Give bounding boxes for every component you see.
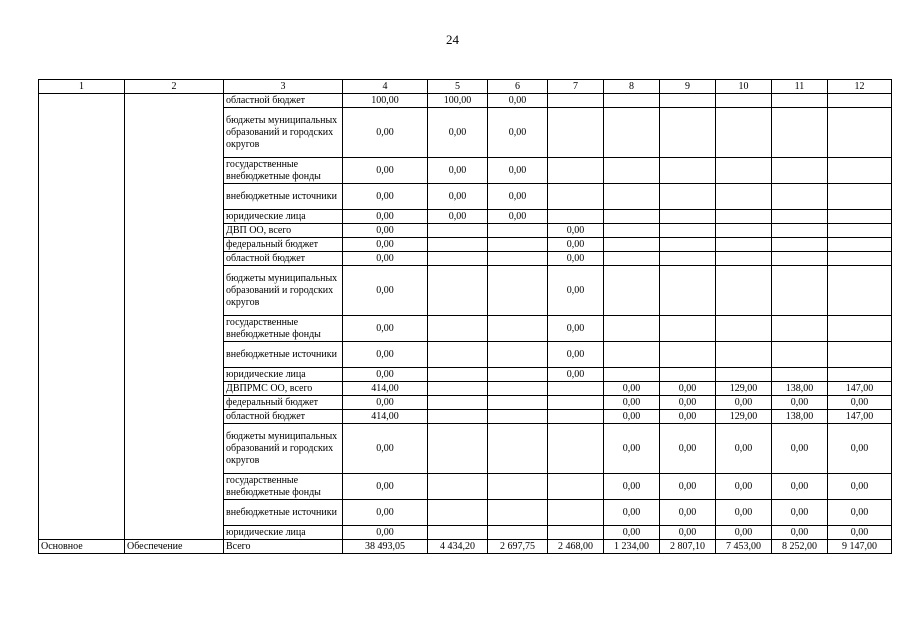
- cell-value: 0,00: [660, 500, 716, 526]
- cell-value: [828, 94, 892, 108]
- cell-value: 0,00: [604, 474, 660, 500]
- cell-value: [428, 342, 488, 368]
- cell-value: 147,00: [828, 410, 892, 424]
- cell-label: государственные внебюджетные фонды: [224, 474, 343, 500]
- cell-value: 0,00: [343, 526, 428, 540]
- cell-value: 0,00: [343, 342, 428, 368]
- cell-value: 0,00: [343, 500, 428, 526]
- table-row: [39, 94, 892, 108]
- cell-value: [548, 382, 604, 396]
- cell-value: 0,00: [488, 210, 548, 224]
- cell-value: [488, 410, 548, 424]
- cell-value: [716, 184, 772, 210]
- cell-value: [428, 424, 488, 474]
- cell-value: [828, 266, 892, 316]
- cell-value: [660, 158, 716, 184]
- cell-value: [548, 526, 604, 540]
- cell-value: [488, 396, 548, 410]
- table-body: [39, 94, 892, 554]
- cell-value: [548, 210, 604, 224]
- cell-value: [828, 252, 892, 266]
- cell-value: [828, 224, 892, 238]
- cell-value: [604, 252, 660, 266]
- cell-value: [428, 266, 488, 316]
- header-cell: 1: [39, 80, 125, 94]
- cell-value: 0,00: [548, 368, 604, 382]
- cell-value: [428, 500, 488, 526]
- table-row-total: [39, 540, 892, 554]
- cell-value: [548, 158, 604, 184]
- cell-col2: Обеспечение: [125, 540, 224, 554]
- cell-value: 0,00: [772, 500, 828, 526]
- cell-value: [604, 238, 660, 252]
- cell-value: 0,00: [548, 342, 604, 368]
- cell-value: 1 234,00: [604, 540, 660, 554]
- cell-value: [828, 210, 892, 224]
- cell-value: [428, 396, 488, 410]
- cell-value: 147,00: [828, 382, 892, 396]
- cell-value: 0,00: [343, 108, 428, 158]
- cell-value: [772, 184, 828, 210]
- cell-value: 0,00: [343, 396, 428, 410]
- cell-value: 0,00: [604, 500, 660, 526]
- cell-value: 100,00: [343, 94, 428, 108]
- cell-col1: Основное: [39, 540, 125, 554]
- cell-value: [716, 368, 772, 382]
- cell-label: ДВПРМС ОО, всего: [224, 382, 343, 396]
- cell-value: 0,00: [428, 108, 488, 158]
- cell-value: [772, 266, 828, 316]
- cell-value: [772, 224, 828, 238]
- cell-value: 0,00: [488, 158, 548, 184]
- cell-label: ДВП ОО, всего: [224, 224, 343, 238]
- cell-label: бюджеты муниципальных образований и городских округов: [224, 266, 343, 316]
- cell-value: [660, 316, 716, 342]
- cell-label: внебюджетные источники: [224, 184, 343, 210]
- cell-value: 0,00: [548, 316, 604, 342]
- cell-value: [828, 158, 892, 184]
- header-cell: 9: [660, 80, 716, 94]
- cell-value: [828, 238, 892, 252]
- cell-label: юридические лица: [224, 526, 343, 540]
- cell-value: [548, 410, 604, 424]
- header-row: [39, 80, 892, 94]
- cell-value: 100,00: [428, 94, 488, 108]
- cell-value: [428, 316, 488, 342]
- cell-value: [604, 368, 660, 382]
- cell-value: 129,00: [716, 410, 772, 424]
- cell-label: бюджеты муниципальных образований и городских округов: [224, 424, 343, 474]
- cell-value: [716, 108, 772, 158]
- cell-value: [488, 266, 548, 316]
- cell-value: 0,00: [548, 252, 604, 266]
- cell-label: юридические лица: [224, 368, 343, 382]
- cell-value: [772, 108, 828, 158]
- cell-value: [772, 94, 828, 108]
- cell-col1: [39, 94, 125, 540]
- cell-value: 0,00: [343, 184, 428, 210]
- cell-value: 0,00: [828, 526, 892, 540]
- cell-value: 0,00: [604, 424, 660, 474]
- cell-value: 0,00: [343, 210, 428, 224]
- cell-value: 0,00: [343, 238, 428, 252]
- cell-value: [772, 238, 828, 252]
- cell-label: бюджеты муниципальных образований и городских округов: [224, 108, 343, 158]
- cell-value: [488, 500, 548, 526]
- cell-value: [604, 94, 660, 108]
- cell-value: [772, 210, 828, 224]
- cell-value: 414,00: [343, 410, 428, 424]
- cell-value: [828, 108, 892, 158]
- cell-value: [604, 224, 660, 238]
- cell-value: [828, 368, 892, 382]
- cell-value: [660, 252, 716, 266]
- cell-value: 138,00: [772, 382, 828, 396]
- cell-label: областной бюджет: [224, 252, 343, 266]
- cell-value: 0,00: [772, 474, 828, 500]
- cell-value: [604, 158, 660, 184]
- header-cell: 2: [125, 80, 224, 94]
- cell-value: [488, 368, 548, 382]
- cell-value: [716, 342, 772, 368]
- cell-value: [828, 342, 892, 368]
- cell-value: [716, 210, 772, 224]
- cell-value: 0,00: [343, 158, 428, 184]
- cell-value: [772, 158, 828, 184]
- cell-value: 7 453,00: [716, 540, 772, 554]
- cell-value: [604, 266, 660, 316]
- cell-value: [488, 526, 548, 540]
- cell-col2: [125, 94, 224, 540]
- cell-value: 0,00: [660, 382, 716, 396]
- cell-value: [716, 252, 772, 266]
- cell-value: 0,00: [716, 500, 772, 526]
- cell-label: государственные внебюджетные фонды: [224, 316, 343, 342]
- cell-value: [488, 474, 548, 500]
- cell-value: 0,00: [548, 224, 604, 238]
- cell-value: [716, 158, 772, 184]
- cell-value: [772, 316, 828, 342]
- cell-value: [716, 266, 772, 316]
- cell-value: 0,00: [716, 526, 772, 540]
- cell-value: 0,00: [343, 316, 428, 342]
- header-cell: 8: [604, 80, 660, 94]
- cell-value: 2 697,75: [488, 540, 548, 554]
- cell-value: [548, 396, 604, 410]
- cell-value: [604, 108, 660, 158]
- cell-value: 0,00: [604, 410, 660, 424]
- cell-value: [660, 238, 716, 252]
- cell-value: [716, 238, 772, 252]
- cell-value: 0,00: [488, 94, 548, 108]
- cell-value: 0,00: [660, 410, 716, 424]
- header-cell: 11: [772, 80, 828, 94]
- cell-value: [548, 500, 604, 526]
- cell-value: [548, 108, 604, 158]
- cell-value: [488, 224, 548, 238]
- cell-value: [604, 342, 660, 368]
- cell-value: 0,00: [548, 266, 604, 316]
- cell-value: 0,00: [604, 526, 660, 540]
- cell-value: 0,00: [772, 526, 828, 540]
- cell-value: 0,00: [716, 424, 772, 474]
- cell-value: [772, 252, 828, 266]
- cell-value: [660, 266, 716, 316]
- cell-value: [660, 210, 716, 224]
- cell-value: [428, 410, 488, 424]
- cell-value: 0,00: [428, 158, 488, 184]
- cell-label: федеральный бюджет: [224, 396, 343, 410]
- budget-table: [38, 79, 892, 554]
- header-cell: 10: [716, 80, 772, 94]
- cell-value: [772, 368, 828, 382]
- cell-value: [660, 224, 716, 238]
- cell-value: 0,00: [343, 224, 428, 238]
- cell-value: 414,00: [343, 382, 428, 396]
- cell-value: [548, 94, 604, 108]
- cell-value: [428, 474, 488, 500]
- cell-value: [604, 316, 660, 342]
- header-cell: 7: [548, 80, 604, 94]
- cell-value: [428, 382, 488, 396]
- cell-value: [428, 368, 488, 382]
- cell-value: [660, 342, 716, 368]
- cell-value: 0,00: [660, 396, 716, 410]
- cell-value: 0,00: [488, 184, 548, 210]
- cell-value: [660, 108, 716, 158]
- cell-label: государственные внебюджетные фонды: [224, 158, 343, 184]
- cell-value: 0,00: [828, 424, 892, 474]
- cell-value: 0,00: [604, 396, 660, 410]
- cell-label: федеральный бюджет: [224, 238, 343, 252]
- cell-value: [488, 382, 548, 396]
- cell-value: 0,00: [828, 474, 892, 500]
- cell-value: [660, 94, 716, 108]
- cell-value: [660, 368, 716, 382]
- page-number: 24: [446, 32, 459, 47]
- cell-value: [428, 224, 488, 238]
- cell-value: [828, 184, 892, 210]
- cell-value: [716, 316, 772, 342]
- cell-value: 138,00: [772, 410, 828, 424]
- cell-value: 0,00: [343, 424, 428, 474]
- cell-value: [604, 210, 660, 224]
- cell-value: [548, 424, 604, 474]
- header-cell: 4: [343, 80, 428, 94]
- cell-value: 0,00: [343, 368, 428, 382]
- cell-value: [548, 474, 604, 500]
- cell-value: 2 468,00: [548, 540, 604, 554]
- cell-value: 0,00: [604, 382, 660, 396]
- cell-value: [488, 342, 548, 368]
- cell-value: 0,00: [428, 184, 488, 210]
- cell-label: юридические лица: [224, 210, 343, 224]
- cell-value: 0,00: [488, 108, 548, 158]
- cell-label: внебюджетные источники: [224, 342, 343, 368]
- cell-value: 0,00: [343, 474, 428, 500]
- cell-value: 0,00: [548, 238, 604, 252]
- cell-label: областной бюджет: [224, 410, 343, 424]
- cell-value: 0,00: [343, 252, 428, 266]
- cell-value: 0,00: [772, 396, 828, 410]
- cell-value: 0,00: [828, 500, 892, 526]
- cell-value: [716, 224, 772, 238]
- cell-value: [548, 184, 604, 210]
- cell-value: [772, 342, 828, 368]
- cell-value: 129,00: [716, 382, 772, 396]
- cell-label: внебюджетные источники: [224, 500, 343, 526]
- cell-value: 38 493,05: [343, 540, 428, 554]
- cell-label: областной бюджет: [224, 94, 343, 108]
- cell-value: [428, 252, 488, 266]
- header-cell: 6: [488, 80, 548, 94]
- cell-value: [488, 252, 548, 266]
- cell-value: [428, 238, 488, 252]
- header-cell: 5: [428, 80, 488, 94]
- cell-value: 0,00: [716, 474, 772, 500]
- cell-value: 0,00: [828, 396, 892, 410]
- cell-value: 0,00: [660, 424, 716, 474]
- cell-value: [488, 238, 548, 252]
- cell-value: 9 147,00: [828, 540, 892, 554]
- cell-value: [488, 316, 548, 342]
- cell-value: 0,00: [343, 266, 428, 316]
- cell-value: 2 807,10: [660, 540, 716, 554]
- cell-value: [828, 316, 892, 342]
- cell-value: [428, 526, 488, 540]
- header-cell: 3: [224, 80, 343, 94]
- cell-label: Всего: [224, 540, 343, 554]
- cell-value: 0,00: [660, 526, 716, 540]
- cell-value: 4 434,20: [428, 540, 488, 554]
- cell-value: 0,00: [660, 474, 716, 500]
- cell-value: 0,00: [772, 424, 828, 474]
- cell-value: 8 252,00: [772, 540, 828, 554]
- cell-value: [716, 94, 772, 108]
- cell-value: 0,00: [428, 210, 488, 224]
- cell-value: [604, 184, 660, 210]
- cell-value: 0,00: [716, 396, 772, 410]
- cell-value: [660, 184, 716, 210]
- cell-value: [488, 424, 548, 474]
- header-cell: 12: [828, 80, 892, 94]
